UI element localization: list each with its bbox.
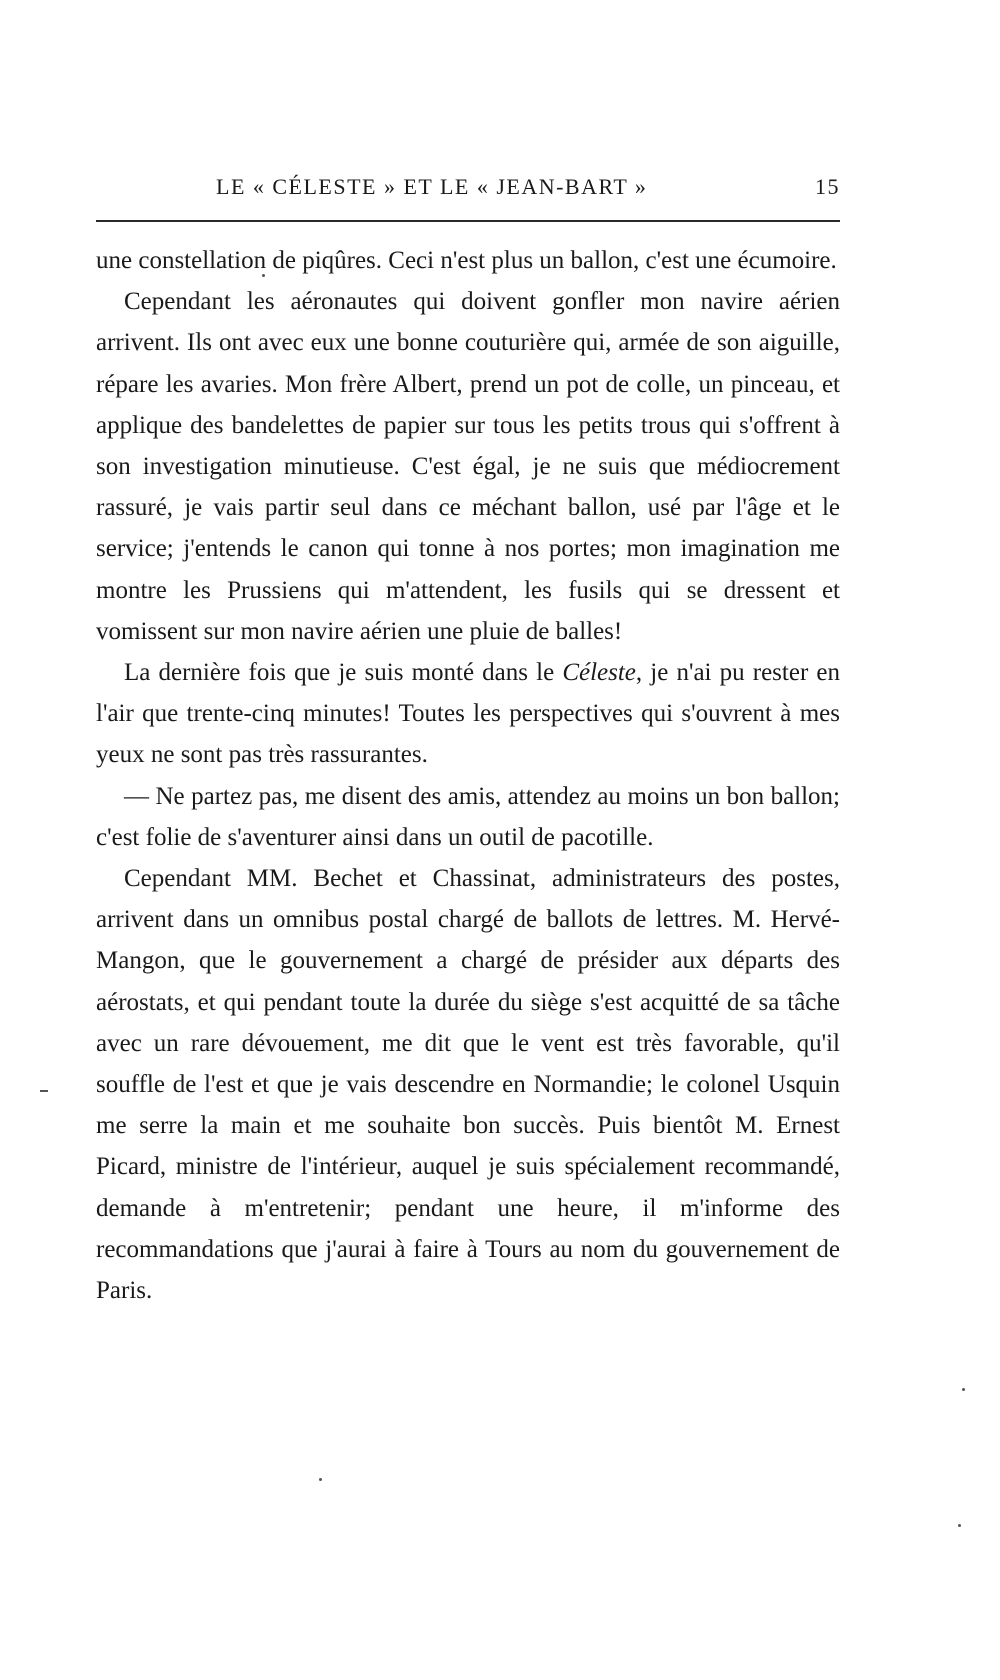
paragraph-4: — Ne partez pas, me disent des amis, attendez au moins un bon ballon; c'est folie de s'aventurer ainsi dans un outil de pacotille.: [96, 782, 840, 851]
scan-speck: [262, 274, 265, 277]
paragraph-2: Cependant les aéronautes qui doivent gonfler mon navire aérien arrivent. Ils ont avec eux une bonne couturière qui, armée de son aiguille, répare les avaries. Mon frère Albert, prend un pot de colle, un pinceau, et applique des bandelettes de papier sur tous les petits trous qui s'offrent à son investigation minutieuse. C'est égal, je ne suis que médiocrement rassuré, je vais partir seul dans ce méchant ballon, usé par l'âge et le service; j'entends le canon qui tonne à nos portes; mon imagination me montre les Prussiens qui m'attendent, les fusils qui se dressent et vomissent sur mon navire aérien une pluie de balles!: [96, 288, 840, 645]
paragraph-5: Cependant MM. Bechet et Chassinat, administrateurs des postes, arrivent dans un omnibus postal chargé de ballots de lettres. M. Hervé-Mangon, que le gouvernement a chargé de présider aux départs des aérostats, et qui pendant toute la durée du siège s'est acquitté de sa tâche avec un rare dévouement, me dit que le vent est très favorable, qu'il souffle de l'est et que je vais descendre en Normandie; le colonel Usquin me serre la main et me souhaite bon succès. Puis bientôt M. Ernest Picard, ministre de l'intérieur, auquel je suis spécialement recommandé, demande à m'entretenir; pendant une heure, il m'informe des recommandations que j'aurai à faire à Tours au nom du gouvernement de Paris.: [96, 865, 840, 1305]
body-text: [96, 240, 840, 1311]
paragraph-1: une constellation de piqûres. Ceci n'est plus un ballon, c'est une écumoire.: [96, 247, 837, 274]
paragraph-3: [96, 652, 840, 776]
scan-speck: [962, 1388, 965, 1391]
running-head: [96, 170, 840, 204]
paragraph-3-text-before: La dernière fois que je suis monté dans le: [124, 659, 563, 687]
scan-speck: [958, 1524, 961, 1527]
scan-speck: [319, 1478, 322, 1481]
page-number: 15: [815, 174, 840, 199]
scan-speck: [40, 1090, 48, 1092]
running-head-title: LE « CÉLESTE » ET LE « JEAN-BART »: [216, 174, 648, 199]
ship-name-italic: Céleste: [562, 659, 636, 687]
paragraph-3-text-after: , je n'ai pu rester en l'air que trente-cinq minutes! Toutes les perspectives qui s'ouvrent à mes yeux ne sont pas très rassurantes.: [96, 659, 841, 769]
header-rule: [96, 220, 840, 222]
